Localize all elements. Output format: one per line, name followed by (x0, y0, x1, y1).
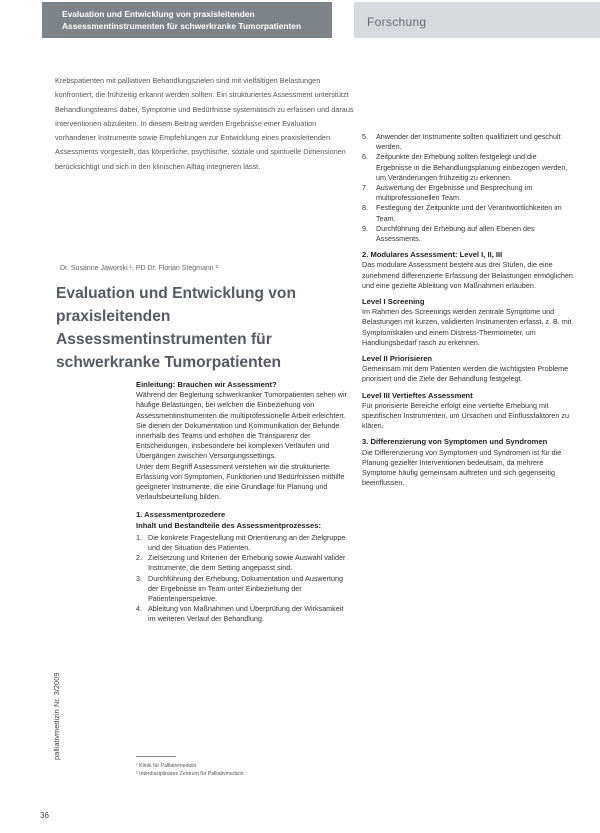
section-heading-level1: Level I Screening (362, 297, 425, 307)
left-column (136, 380, 350, 625)
header-title-line1: Evaluation und Entwicklung von praxisleitenden (62, 9, 255, 19)
page-number: 36 (40, 811, 49, 820)
body-paragraph: Während der Begleitung schwerkranker Tumorpatienten sehen wir häufige Belastungen, bei welchen die Einbeziehung von Assessmentinstrumenten die multiprofessionelle Arbeit erleichtert. Sie dienen der Dokumentation und Kommunikation der Befunde innerhalb des Teams und erhöhen die Transparenz der Entscheidungen, insbesondere bei komplexen Verläufen und Übergängen zwischen Versorgungssettings. (136, 390, 347, 461)
body-paragraph: Gemeinsam mit dem Patienten werden die wichtigsten Probleme priorisiert und die Ziele der Behandlung festgelegt. (362, 364, 569, 384)
list-item: 9. Durchführung der Erhebung auf allen Ebenen des Assessments. (362, 223, 535, 244)
section-heading-differentiation: 3. Differenzierung von Symptomen und Syndromen (362, 437, 548, 447)
body-paragraph: Unter dem Begriff Assessment verstehen wir die strukturierte Erfassung von Symptomen, Funktionen und Bedürfnissen mithilfe geeigneter Instrumente, die eine Grundlage für Planung und Verlaufsbeurteilung bilden. (136, 461, 345, 502)
list-item: 5. Anwender der Instrumente sollten qualifiziert und geschult werden. (362, 132, 561, 152)
list-item: 4. Ableitung von Maßnahmen und Überprüfung der Wirksamkeit im weiteren Verlauf der Behandlung. (136, 604, 344, 624)
body-paragraph: Im Rahmen des Screenings werden zentrale Symptome und Belastungen mit kurzen, validierten Instrumenten erfasst, z. B. mit Symptomskalen und einem Distress-Thermometer, um Handlungsbedarf rasch zu erkennen. (362, 307, 572, 347)
body-paragraph: Die Differenzierung von Symptomen und Syndromen ist für die Planung gezielter Interventionen bedeutsam, da mehrere Symptome häufig gemeinsam auftreten und sich gegenseitig beeinflussen. (362, 447, 562, 488)
procedure-list (136, 533, 350, 625)
header-section-label: Forschung (367, 15, 427, 29)
list-item: 8. Festlegung der Zeitpunkte und der Verantwortlichkeiten im Team. (362, 203, 562, 223)
header-bar (0, 0, 600, 42)
article-title: Evaluation und Entwicklung von praxisleitenden Assessmentinstrumenten für schwerkranke Tumorpatienten (56, 285, 296, 371)
journal-issue-label: palliativmedizin Nr. 3/2009 (52, 672, 61, 760)
list-item: 1. Die konkrete Fragestellung mit Orientierung an der Zielgruppe und der Situation des Patienten. (136, 532, 346, 553)
section-heading-level3: Level III Vertieftes Assessment (362, 390, 473, 400)
header-title-line2: Assessmentinstrumenten für schwerkranke Tumorpatienten (62, 21, 302, 31)
footnote: ¹ Klinik für Palliativmedizin (136, 763, 197, 769)
author-line: Dr. Susanne Jaworski ¹, PD Dr. Florian Stegmann ² (60, 265, 218, 272)
list-item: 2. Zielsetzung und Kriterien der Erhebung sowie Auswahl valider Instrumente, die dem Setting angepasst sind. (136, 553, 346, 573)
list-item: 6. Zeitpunkte der Erhebung sollten festgelegt und die Ergebnisse in die Behandlungsplanung einbezogen werden, um Veränderungen frühzeitig zu erkennen. (362, 152, 568, 182)
footnotes (136, 762, 350, 778)
footnote-divider (136, 756, 176, 757)
section-heading-modular: 2. Modulares Assessment: Level I, II, III (362, 250, 503, 260)
footnote: ² Interdisziplinäres Zentrum für Palliativmedizin (136, 771, 244, 777)
section-subheading-procedure: Inhalt und Bestandteile des Assessmentprozesses: (136, 520, 321, 530)
body-paragraph: Für priorisierte Bereiche erfolgt eine vertiefte Erhebung mit spezifischen Instrumenten, um Ursachen und Einflussfaktoren zu klären. (362, 400, 569, 431)
header-section-block (354, 2, 600, 38)
section-heading-procedure: 1. Assessmentprozedere (136, 510, 226, 520)
body-paragraph: Das modulare Assessment besteht aus drei Stufen, die eine zunehmend differenzierte Erfassung der Belastungen ermöglichen und eine gezielte Ableitung von Maßnahmen erlauben. (362, 260, 573, 290)
list-item: 7. Auswertung der Ergebnisse und Besprechung im multiprofessionellen Team. (362, 183, 533, 203)
intro-paragraph: Krebspatienten mit palliativen Behandlungszielen sind mit vielfältigen Belastungen konfrontiert, die frühzeitig erkannt werden sollten. Ein strukturiertes Assessment unterstützt Behandlungsteams dabei, Symptome und Bedürfnisse systematisch zu erfassen und daraus Interventionen abzuleiten. In diesem Beitrag werden Ergebnisse einer Evaluation vorhandener Instrumente sowie Empfehlungen zur Entwicklung eines praxisleitenden Assessments vorgestellt, das körperliche, psychische, soziale und spirituelle Dimensionen berücksichtigt und sich in den klinischen Alltag integrieren lässt. (55, 76, 354, 171)
section-heading-level2: Level II Priorisieren (362, 354, 433, 364)
header-title-block (42, 2, 332, 38)
list-item: 3. Durchführung der Erhebung, Dokumentation und Auswertung der Ergebnisse im Team unter Einbeziehung der Patientenperspektive. (136, 573, 343, 604)
section-heading-introduction: Einleitung: Brauchen wir Assessment? (136, 380, 277, 389)
right-column (362, 130, 574, 489)
procedure-list-continued (362, 132, 574, 244)
